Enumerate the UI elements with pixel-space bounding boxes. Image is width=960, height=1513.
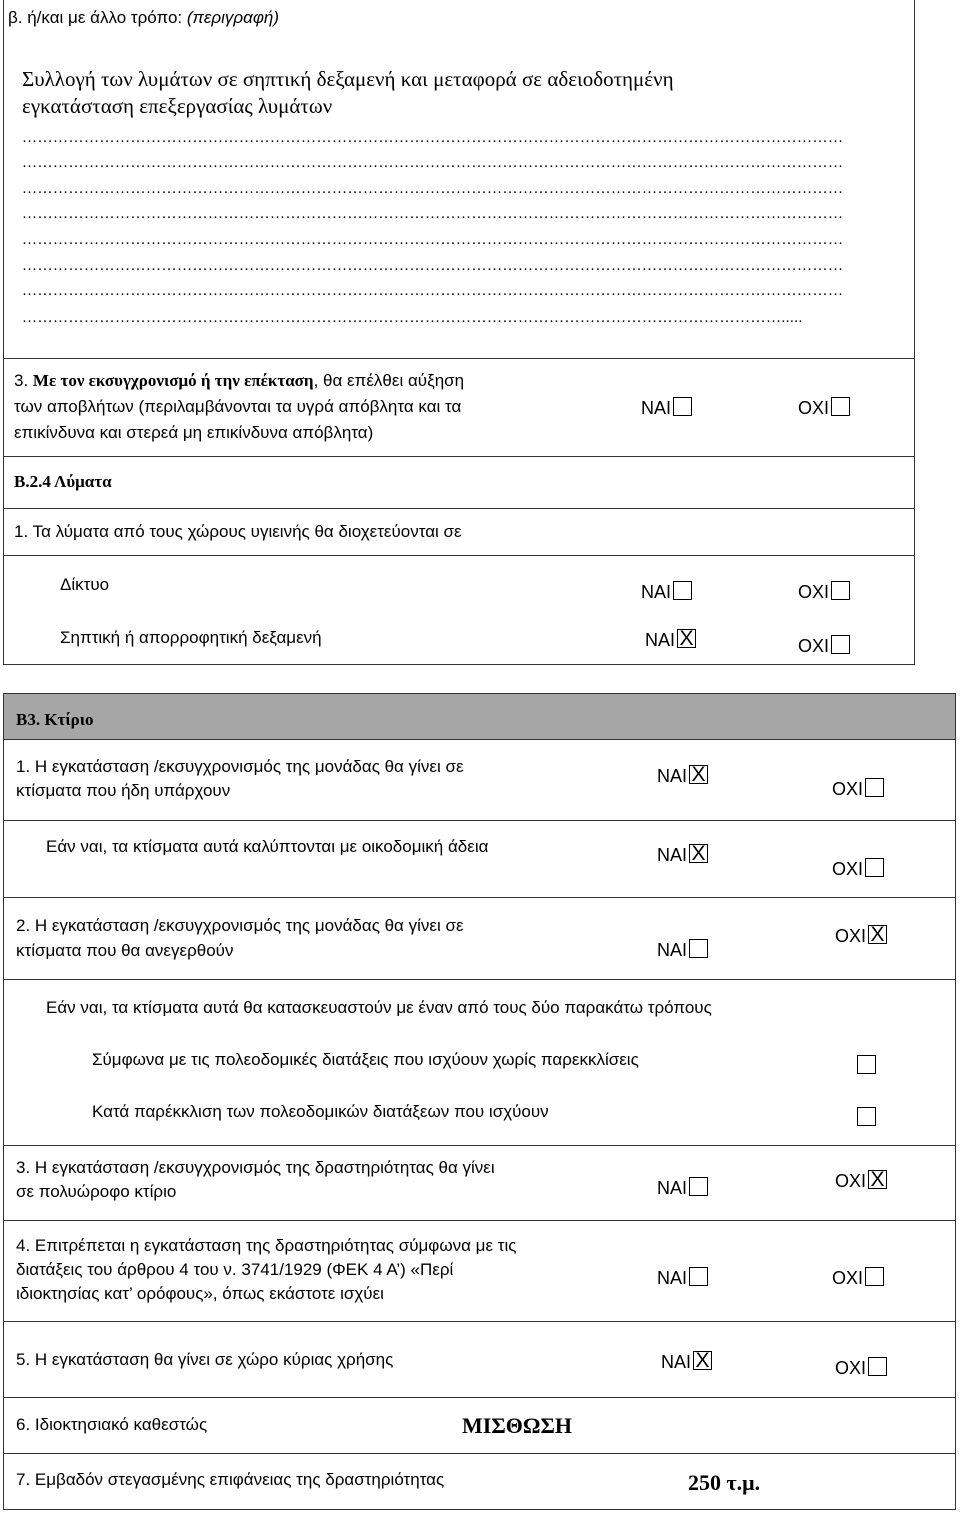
question-ownership-status: 6. Ιδιοκτησιακό καθεστώς [16, 1415, 208, 1434]
no-checkbox[interactable] [831, 581, 850, 600]
question-building-permit: Εάν ναι, τα κτίσματα αυτά καλύπτονται με οικοδομική άδεια [46, 837, 489, 856]
yes-option: ΝΑΙ X [657, 843, 708, 867]
no-option: ΟΧΙ [832, 857, 884, 881]
no-option: ΟΧΙ [835, 1356, 887, 1380]
yes-checkbox[interactable] [673, 581, 692, 600]
divider [3, 897, 956, 898]
urban-compliant-checkbox[interactable] [857, 1055, 876, 1074]
no-checkbox[interactable] [868, 1357, 887, 1376]
no-option: ΟΧΙ X [835, 924, 887, 948]
dotted-line: …………………………………………………………………………………………………………………………………………… [22, 181, 844, 197]
urban-exception-checkbox[interactable] [857, 1107, 876, 1126]
option-septic-label: Σηπτική ή απορροφητική δεξαμενή [60, 628, 322, 647]
divider [3, 555, 915, 556]
yes-option: ΝΑΙ [657, 1176, 708, 1200]
ownership-status-value: ΜΙΣΘΩΣΗ [462, 1413, 572, 1438]
dotted-line: …………………………………………………………………………………………………………………………………..... [22, 310, 803, 326]
yes-checkbox[interactable]: X [677, 629, 696, 648]
yes-checkbox[interactable] [673, 397, 692, 416]
yes-option: ΝΑΙ [657, 1266, 708, 1290]
no-checkbox[interactable]: X [868, 1170, 887, 1189]
no-checkbox[interactable] [831, 397, 850, 416]
question-sewage: 1. Τα λύματα από τους χώρους υγιεινής θα διοχετεύονται σε [14, 522, 462, 541]
divider [3, 1397, 956, 1398]
no-option: ΟΧΙ [832, 1266, 884, 1290]
section-title: Β3. Κτίριο [16, 710, 94, 729]
question-construction-method: Εάν ναι, τα κτίσματα αυτά θα κατασκευαστούν με έναν από τους δύο παρακάτω τρόπους [46, 998, 712, 1017]
question-existing-buildings: 1. Η εγκατάσταση /εκσυγχρονισμός της μονάδας θα γίνει σε [16, 757, 464, 776]
question-floor-ownership: 4. Επιτρέπεται η εγκατάσταση της δραστηριότητας σύμφωνα με τις [16, 1236, 517, 1255]
question-new-buildings: κτίσματα που θα ανεγερθούν [16, 941, 234, 960]
divider [3, 1321, 956, 1322]
divider [3, 979, 956, 980]
yes-checkbox[interactable] [689, 1177, 708, 1196]
no-option: ΟΧΙ [798, 634, 850, 658]
question-floor-ownership: διατάξεις του άρθρου 4 του ν. 3741/1929 (ΦΕΚ 4 Α’) «Περί [16, 1260, 454, 1279]
yes-option: ΝΑΙ [641, 580, 692, 604]
yes-option: ΝΑΙ X [661, 1350, 712, 1374]
dotted-line: …………………………………………………………………………………………………………………………………………… [22, 155, 844, 171]
divider [3, 456, 915, 457]
question-covered-area: 7. Εμβαδόν στεγασμένης επιφάνειας της δραστηριότητας [16, 1470, 445, 1489]
option-urban-exception: Κατά παρέκκλιση των πολεοδομικών διατάξεων που ισχύουν [92, 1102, 549, 1121]
no-checkbox[interactable] [865, 1267, 884, 1286]
method-description: Συλλογή των λυμάτων σε σηπτική δεξαμενή και μεταφορά σε αδειοδοτημένη [22, 67, 674, 91]
dotted-line: …………………………………………………………………………………………………………………………………………… [22, 232, 844, 248]
dotted-line: …………………………………………………………………………………………………………………………………………… [22, 206, 844, 222]
question-main-use: 5. Η εγκατάσταση θα γίνει σε χώρο κύριας χρήσης [16, 1350, 394, 1369]
yes-option: ΝΑΙ X [645, 628, 696, 652]
option-urban-compliant: Σύμφωνα με τις πολεοδομικές διατάξεις που ισχύουν χωρίς παρεκκλίσεις [92, 1050, 639, 1069]
no-option: ΟΧΙ [832, 777, 884, 801]
yes-option: ΝΑΙ [657, 938, 708, 962]
no-option: ΟΧΙ [798, 580, 850, 604]
section-header-bar [4, 694, 955, 739]
dotted-line: …………………………………………………………………………………………………………………………………………… [22, 283, 844, 299]
method-description: εγκατάσταση επεξεργασίας λυμάτων [22, 94, 333, 118]
question-waste-increase: επικίνδυνα και στερεά μη επικίνδυνα απόβλητα) [14, 423, 374, 442]
section-title: Β.2.4 Λύματα [14, 472, 112, 491]
question-multistorey: σε πολυώροφο κτίριο [16, 1182, 177, 1201]
yes-checkbox[interactable]: X [689, 765, 708, 784]
no-checkbox[interactable] [865, 778, 884, 797]
no-checkbox[interactable] [831, 635, 850, 654]
no-checkbox[interactable] [865, 858, 884, 877]
divider [3, 508, 915, 509]
dotted-line: …………………………………………………………………………………………………………………………………………… [22, 258, 844, 274]
yes-option: ΝΑΙ X [657, 764, 708, 788]
question-new-buildings: 2. Η εγκατάσταση /εκσυγχρονισμός της μονάδας θα γίνει σε [16, 916, 464, 935]
no-checkbox[interactable]: X [868, 925, 887, 944]
divider [3, 1220, 956, 1221]
divider [3, 358, 915, 359]
yes-option: ΝΑΙ [641, 396, 692, 420]
dotted-line: …………………………………………………………………………………………………………………………………………… [22, 130, 844, 146]
divider [3, 739, 956, 740]
yes-checkbox[interactable] [689, 939, 708, 958]
question-waste-increase: των αποβλήτων (περιλαμβάνονται τα υγρά απόβλητα και τα [14, 397, 462, 416]
divider [3, 1453, 956, 1454]
method-label: β. ή/και με άλλο τρόπο: (περιγραφή) [8, 8, 280, 27]
question-existing-buildings: κτίσματα που ήδη υπάρχουν [16, 781, 231, 800]
divider [3, 820, 956, 821]
yes-checkbox[interactable]: X [689, 844, 708, 863]
covered-area-value: 250 τ.μ. [688, 1470, 761, 1495]
question-floor-ownership: ιδιοκτησίας κατ’ ορόφους», όπως εκάστοτε ισχύει [16, 1284, 384, 1303]
no-option: ΟΧΙ X [835, 1169, 887, 1193]
yes-checkbox[interactable] [689, 1267, 708, 1286]
option-network-label: Δίκτυο [60, 575, 110, 594]
question-multistorey: 3. Η εγκατάσταση /εκσυγχρονισμός της δραστηριότητας θα γίνει [16, 1158, 495, 1177]
no-option: ΟΧΙ [798, 396, 850, 420]
yes-checkbox[interactable]: X [693, 1351, 712, 1370]
question-waste-increase: 3. Με τον εκσυγχρονισμό ή την επέκταση, θα επέλθει αύξηση [14, 371, 465, 390]
divider [3, 1145, 956, 1146]
